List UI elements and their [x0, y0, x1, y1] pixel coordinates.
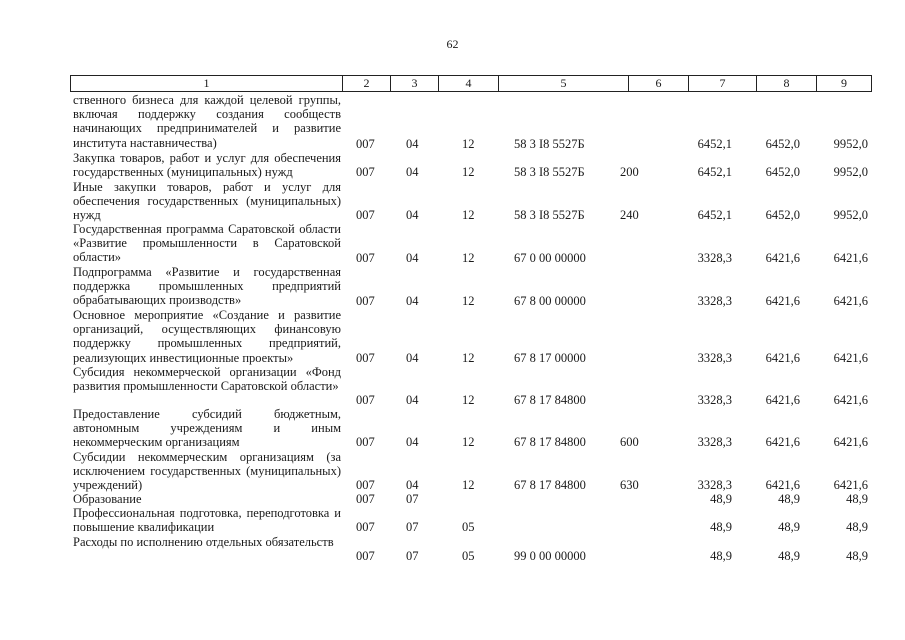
cell-col-3: 07 [406, 549, 419, 563]
cell-col-8: 6421,6 [765, 294, 800, 308]
cell-col-5: 67 8 17 84800 [514, 478, 586, 492]
cell-col-5: 67 8 17 84800 [514, 435, 586, 449]
header-col-9: 9 [841, 76, 847, 90]
cell-col-5: 67 8 00 00000 [514, 294, 586, 308]
cell-col-3: 04 [406, 251, 419, 265]
cell-col-2: 007 [356, 351, 375, 365]
row-description: Предоставление субсидий бюджетным, автономным учреждениям и иным некоммерческим организациям [73, 407, 341, 450]
row-description: Образование [73, 492, 142, 506]
cell-col-3: 04 [406, 294, 419, 308]
cell-col-3: 04 [406, 478, 419, 492]
cell-col-7: 3328,3 [697, 294, 732, 308]
cell-col-2: 007 [356, 165, 375, 179]
row-description: Субсидия некоммерческой организации «Фонд развития промышленности Саратовской области» [73, 365, 341, 394]
header-col-8: 8 [757, 76, 817, 91]
cell-col-8: 48,9 [778, 549, 800, 563]
cell-col-6: 600 [620, 435, 639, 449]
cell-col-9: 9952,0 [833, 137, 868, 151]
cell-col-8: 48,9 [778, 492, 800, 506]
row-description: Субсидии некоммерческим организациям (за исключением государственных (муниципальных) учреждений) [73, 450, 341, 493]
cell-col-3: 04 [406, 351, 419, 365]
cell-col-3: 04 [406, 435, 419, 449]
header-col-7: 7 [689, 76, 757, 91]
cell-col-2: 007 [356, 492, 375, 506]
cell-col-7: 48,9 [710, 549, 732, 563]
cell-col-4: 12 [462, 351, 475, 365]
cell-col-5: 99 0 00 00000 [514, 549, 586, 563]
cell-col-9: 48,9 [846, 520, 868, 534]
cell-col-8: 48,9 [778, 520, 800, 534]
cell-col-4: 05 [462, 549, 475, 563]
cell-col-4: 05 [462, 520, 475, 534]
cell-col-3: 07 [406, 492, 419, 506]
cell-col-4: 12 [462, 435, 475, 449]
cell-col-4: 12 [462, 294, 475, 308]
cell-col-2: 007 [356, 137, 375, 151]
cell-col-9: 6421,6 [833, 478, 868, 492]
cell-col-8: 6421,6 [765, 478, 800, 492]
cell-col-5: 67 8 17 84800 [514, 393, 586, 407]
cell-col-7: 3328,3 [697, 393, 732, 407]
cell-col-6: 240 [620, 208, 639, 222]
cell-col-3: 07 [406, 520, 419, 534]
cell-col-4: 12 [462, 208, 475, 222]
cell-col-2: 007 [356, 520, 375, 534]
cell-col-2: 007 [356, 549, 375, 563]
header-col-5: 5 [499, 76, 629, 91]
cell-col-4: 12 [462, 393, 475, 407]
cell-col-8: 6421,6 [765, 393, 800, 407]
cell-col-7: 6452,1 [697, 165, 732, 179]
cell-col-9: 9952,0 [833, 208, 868, 222]
cell-col-9: 48,9 [846, 492, 868, 506]
cell-col-5: 58 3 I8 5527Б [514, 137, 585, 151]
cell-col-9: 6421,6 [833, 294, 868, 308]
cell-col-4: 12 [462, 478, 475, 492]
cell-col-3: 04 [406, 137, 419, 151]
cell-col-4: 12 [462, 165, 475, 179]
cell-col-8: 6421,6 [765, 351, 800, 365]
cell-col-4: 12 [462, 251, 475, 265]
row-description: Иные закупки товаров, работ и услуг для обеспечения государственных (муниципальных) нужд [73, 180, 341, 223]
cell-col-3: 04 [406, 165, 419, 179]
cell-col-8: 6452,0 [765, 165, 800, 179]
cell-col-7: 3328,3 [697, 478, 732, 492]
cell-col-2: 007 [356, 478, 375, 492]
header-col-2: 2 [343, 76, 391, 91]
cell-col-9: 9952,0 [833, 165, 868, 179]
cell-col-8: 6452,0 [765, 208, 800, 222]
cell-col-7: 48,9 [710, 492, 732, 506]
header-col-4: 4 [439, 76, 499, 91]
table-header [70, 75, 872, 92]
cell-col-8: 6421,6 [765, 251, 800, 265]
cell-col-9: 6421,6 [833, 393, 868, 407]
cell-col-7: 3328,3 [697, 351, 732, 365]
cell-col-7: 3328,3 [697, 251, 732, 265]
cell-col-5: 58 3 I8 5527Б [514, 165, 585, 179]
cell-col-7: 6452,1 [697, 208, 732, 222]
row-description: Расходы по исполнению отдельных обязательств [73, 535, 334, 549]
cell-col-5: 67 0 00 00000 [514, 251, 586, 265]
cell-col-4: 12 [462, 137, 475, 151]
cell-col-6: 200 [620, 165, 639, 179]
cell-col-9: 6421,6 [833, 435, 868, 449]
header-col-6: 6 [629, 76, 689, 91]
row-description: Основное мероприятие «Создание и развитие организаций, осуществляющих финансовую поддержку промышленных предприятий, реализующих инвестиционные проекты» [73, 308, 341, 365]
cell-col-5: 58 3 I8 5527Б [514, 208, 585, 222]
cell-col-8: 6452,0 [765, 137, 800, 151]
row-description: Государственная программа Саратовской области «Развитие промышленности в Саратовской области» [73, 222, 341, 265]
row-description: ственного бизнеса для каждой целевой группы, включая поддержку создания сообществ начинающих предпринимателей и развитие института наставничества) [73, 93, 341, 150]
cell-col-7: 6452,1 [697, 137, 732, 151]
cell-col-3: 04 [406, 208, 419, 222]
cell-col-5: 67 8 17 00000 [514, 351, 586, 365]
cell-col-6: 630 [620, 478, 639, 492]
cell-col-3: 04 [406, 393, 419, 407]
cell-col-2: 007 [356, 208, 375, 222]
cell-col-2: 007 [356, 294, 375, 308]
cell-col-2: 007 [356, 393, 375, 407]
cell-col-2: 007 [356, 251, 375, 265]
page-number: 62 [446, 37, 459, 51]
row-description: Закупка товаров, работ и услуг для обеспечения государственных (муниципальных) нужд [73, 151, 341, 180]
cell-col-9: 6421,6 [833, 251, 868, 265]
cell-col-9: 48,9 [846, 549, 868, 563]
row-description: Профессиональная подготовка, переподготовка и повышение квалификации [73, 506, 341, 535]
cell-col-2: 007 [356, 435, 375, 449]
cell-col-8: 6421,6 [765, 435, 800, 449]
header-col-1: 1 [71, 76, 343, 91]
row-description: Подпрограмма «Развитие и государственная поддержка промышленных предприятий обрабатывающих производств» [73, 265, 341, 308]
cell-col-7: 48,9 [710, 520, 732, 534]
cell-col-9: 6421,6 [833, 351, 868, 365]
header-col-3: 3 [391, 76, 439, 91]
cell-col-7: 3328,3 [697, 435, 732, 449]
